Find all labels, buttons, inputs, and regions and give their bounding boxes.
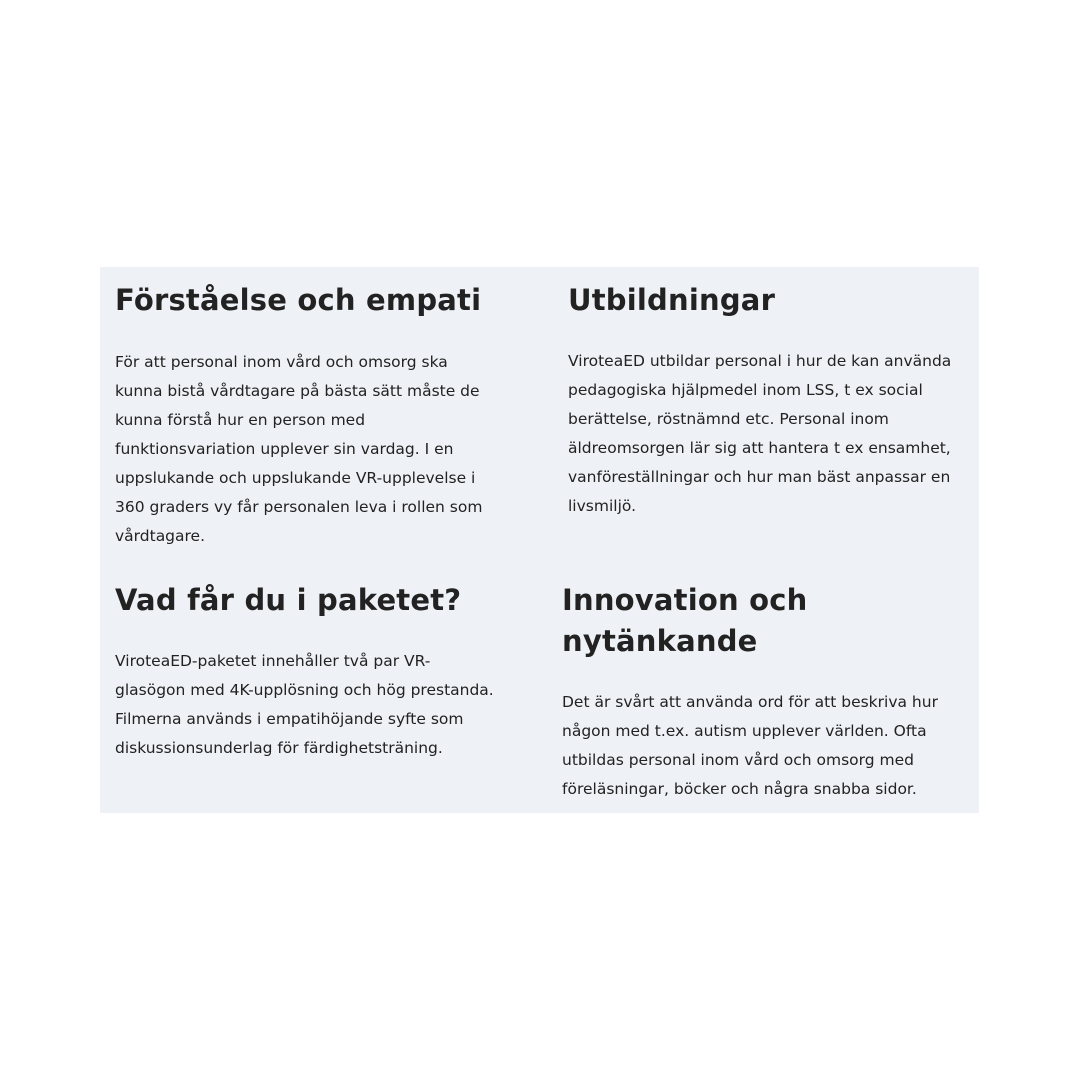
- features-panel: [100, 267, 979, 813]
- feature-description: ViroteaED-paketet innehåller två par VR-glasögon med 4K-upplösning och hög prestanda. Filmerna används i empatihöjande syfte som diskussionsunderlag för färdighetsträning.: [115, 652, 494, 757]
- feature-trainings: [568, 280, 966, 521]
- feature-description: Det är svårt att använda ord för att beskriva hur någon med t.ex. autism upplever världen. Ofta utbildas personal inom vård och omsorg med föreläsningar, böcker och några snabba sidor.: [562, 693, 938, 798]
- feature-description: För att personal inom vård och omsorg ska kunna bistå vårdtagare på bästa sätt måste de kunna förstå hur en person med funktionsvariation upplever sin vardag. I en uppslukande och uppslukande VR-upplevelse i 360 graders vy får personalen leva i rollen som vårdtagare.: [115, 353, 483, 545]
- feature-package-contents: [115, 580, 495, 763]
- feature-innovation: [562, 580, 962, 804]
- feature-understanding-empathy: [115, 280, 500, 551]
- feature-title: Utbildningar: [568, 283, 776, 317]
- feature-title: Innovation och nytänkande: [562, 583, 808, 658]
- feature-title: Vad får du i paketet?: [115, 583, 462, 617]
- feature-title: Förståelse och empati: [115, 283, 482, 317]
- feature-description: ViroteaED utbildar personal i hur de kan använda pedagogiska hjälpmedel inom LSS, t ex social berättelse, röstnämnd etc. Personal inom äldreomsorgen lär sig att hantera t ex ensamhet, vanföreställningar och hur man bäst anpassar en livsmiljö.: [568, 352, 952, 515]
